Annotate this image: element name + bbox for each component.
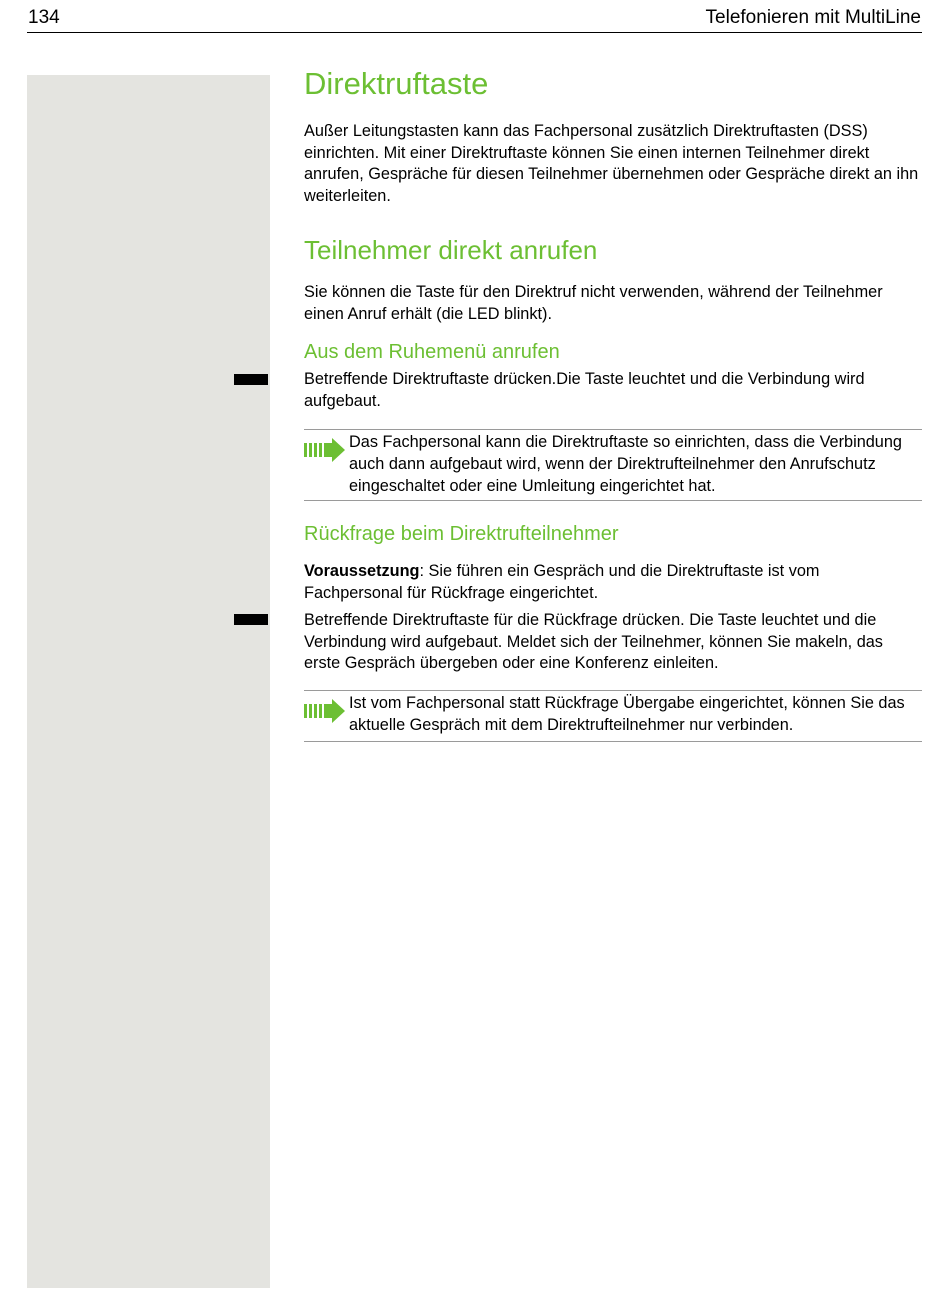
idle-call-note (304, 429, 922, 501)
function-key-icon (234, 614, 268, 625)
consultation-prerequisite-block (304, 561, 922, 604)
section-intro: Außer Leitungstasten kann das Fachpersonal zusätzlich Direktruftasten (DSS) einrichten. Mit einer Direktruftaste können Sie einen internen Teilnehmer direkt anrufen, Gespräche für diesen Teilnehmer übernehmen oder Gespräche direkt an ihn weiterleiten. (304, 122, 919, 205)
section-title: Direktruftaste (304, 66, 489, 101)
consultation-title: Rückfrage beim Direktrufteilnehmer (304, 523, 619, 545)
margin-sidebar (27, 75, 270, 1288)
subsection-text: Sie können die Taste für den Direktruf nicht verwenden, während der Teilnehmer einen Anruf erhält (die LED blinkt). (304, 283, 883, 323)
idle-call-step: Betreffende Direktruftaste drücken.Die Taste leuchtet und die Verbindung wird aufgebaut. (304, 370, 865, 410)
prerequisite-text: : Sie führen ein Gespräch und die Direktruftaste ist vom Fachpersonal für Rückfrage eingerichtet. (304, 562, 820, 602)
consultation-note-text: Ist vom Fachpersonal statt Rückfrage Übergabe eingerichtet, können Sie das aktuelle Gespräch mit dem Direktrufteilnehmer nur verbinden. (349, 694, 905, 734)
section-intro-block (304, 121, 922, 207)
arrow-note-icon (304, 699, 346, 723)
idle-call-title: Aus dem Ruhemenü anrufen (304, 341, 560, 363)
consultation-step: Betreffende Direktruftaste für die Rückfrage drücken. Die Taste leuchtet und die Verbindung wird aufgebaut. Meldet sich der Teilnehmer, können Sie makeln, das erste Gespräch übergeben oder eine Konferenz einleiten. (304, 611, 883, 672)
consultation-prerequisite (304, 561, 922, 604)
idle-call-note-text: Das Fachpersonal kann die Direktruftaste so einrichten, dass die Verbindung auch dann aufgebaut wird, wenn der Direktrufteilnehmer den Anrufschutz eingeschaltet oder eine Umleitung eingerichtet hat. (349, 433, 902, 495)
header-divider (27, 32, 922, 33)
consultation-step-block (304, 610, 922, 675)
consultation-note (304, 690, 922, 742)
function-key-icon (234, 374, 268, 385)
idle-call-step-block (304, 369, 922, 412)
subsection-text-block (304, 282, 922, 325)
arrow-note-icon (304, 438, 346, 462)
page-number: 134 (28, 7, 60, 28)
subsection-title: Teilnehmer direkt anrufen (304, 235, 598, 265)
prerequisite-label: Voraussetzung (304, 562, 420, 580)
running-header-title: Telefonieren mit MultiLine (705, 7, 921, 28)
